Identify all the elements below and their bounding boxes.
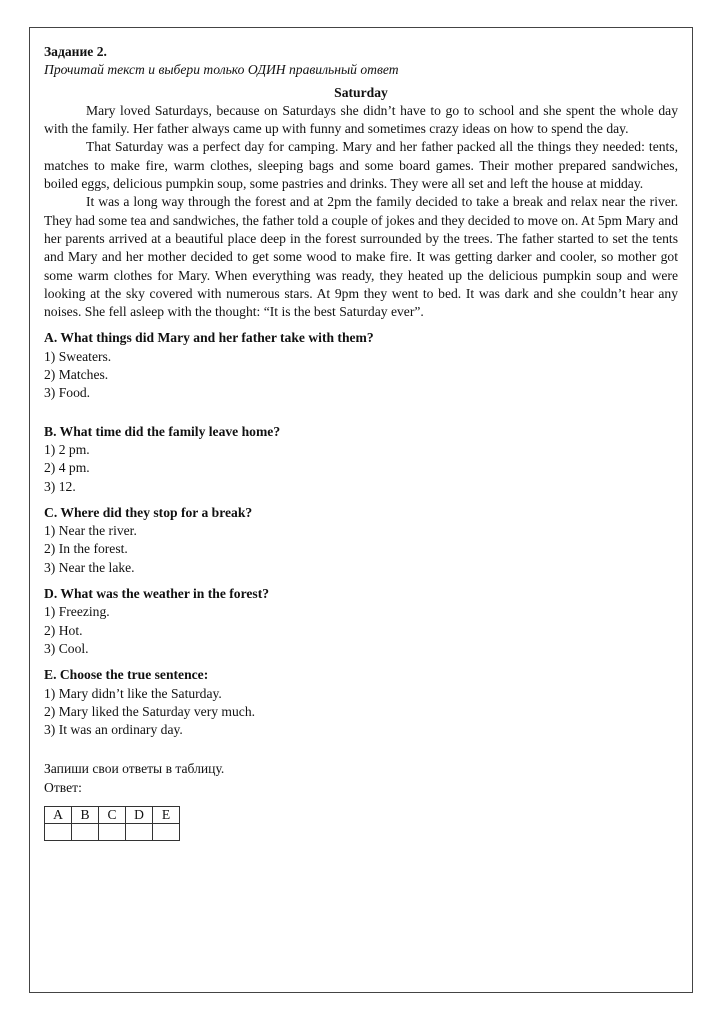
answer-cell-e[interactable] [153,823,180,840]
answer-table-header: C [99,806,126,823]
answer-table-input-row [45,823,180,840]
question-title: D. What was the weather in the forest? [44,586,270,602]
question-title: B. What time did the family leave home? [44,423,281,439]
answer-cell-b[interactable] [72,823,99,840]
answer-option: 2) 4 pm. [44,460,90,476]
question-a [44,329,678,402]
question-d [44,585,678,658]
answer-table [44,806,180,841]
answer-table-header-row [45,806,180,823]
answer-option: 1) Near the river. [44,523,137,539]
answer-option: 3) Food. [44,385,91,401]
answer-table-header: A [45,806,72,823]
answer-cell-d[interactable] [126,823,153,840]
text-paragraph: It was a long way through the forest and at 2pm the family decided to take a break and relax near the river. They had some tea and sandwiches, the father told a couple of jokes and they decided to move on. At 5pm Mary and her parents arrived at a beautiful place deep in the forest surrounded by the trees. The father started to set the tents and Mary and her mother decided to get some wood to make fire. It was getting darker and cooler, so mother got some warm clothes for Mary. When everything was ready, they heated up the delicious pumpkin soup and were looking at the sky covered with numerous stars. At 9pm they went to bed. It was dark and she couldn’t hear any noises. She fell asleep with the thought: “It is the best Saturday ever”. [44,194,678,320]
answer-option: 2) Mary liked the Saturday very much. [44,703,256,719]
question-b [44,423,678,496]
answer-option: 1) Mary didn’t like the Saturday. [44,685,222,701]
answer-option: 2) In the forest. [44,541,128,557]
answer-table-header: E [153,806,180,823]
answer-option: 3) It was an ordinary day. [44,722,183,738]
question-title: A. What things did Mary and her father take with them? [44,330,374,346]
text-paragraph: That Saturday was a perfect day for camping. Mary and her father packed all the things they needed: tents, matches to make fire, warm clothes, sleeping bags and some board games. Their mother prepared sandwiches, boiled eggs, delicious pumpkin soup, some pastries and drinks. They were all set and left the house at midday. [44,139,678,192]
answer-table-header: D [126,806,153,823]
task-instruction: Прочитай текст и выбери только ОДИН правильный ответ [44,62,399,78]
answer-table-header: B [72,806,99,823]
answer-option: 3) Near the lake. [44,559,135,575]
answer-option: 3) Cool. [44,640,89,656]
answer-instruction: Запиши свои ответы в таблицу. [44,761,225,777]
answer-cell-a[interactable] [45,823,72,840]
answer-label: Ответ: [44,779,82,795]
answer-option: 1) Freezing. [44,604,110,620]
answer-section [44,760,678,841]
answer-option: 1) 2 pm. [44,441,90,457]
answer-option: 2) Matches. [44,367,109,383]
answer-cell-c[interactable] [99,823,126,840]
question-c [44,504,678,577]
question-title: E. Choose the true sentence: [44,667,209,683]
question-e [44,666,678,739]
task-title: Задание 2. [44,44,107,59]
text-title: Saturday [334,84,388,100]
answer-option: 2) Hot. [44,622,83,638]
answer-option: 3) 12. [44,478,76,494]
worksheet [44,43,678,841]
answer-option: 1) Sweaters. [44,348,112,364]
text-paragraph: Mary loved Saturdays, because on Saturdays she didn’t have to go to school and she spent the whole day with the family. Her father always came up with funny and sometimes crazy ideas on how to spend the day. [44,102,678,137]
question-title: C. Where did they stop for a break? [44,504,253,520]
